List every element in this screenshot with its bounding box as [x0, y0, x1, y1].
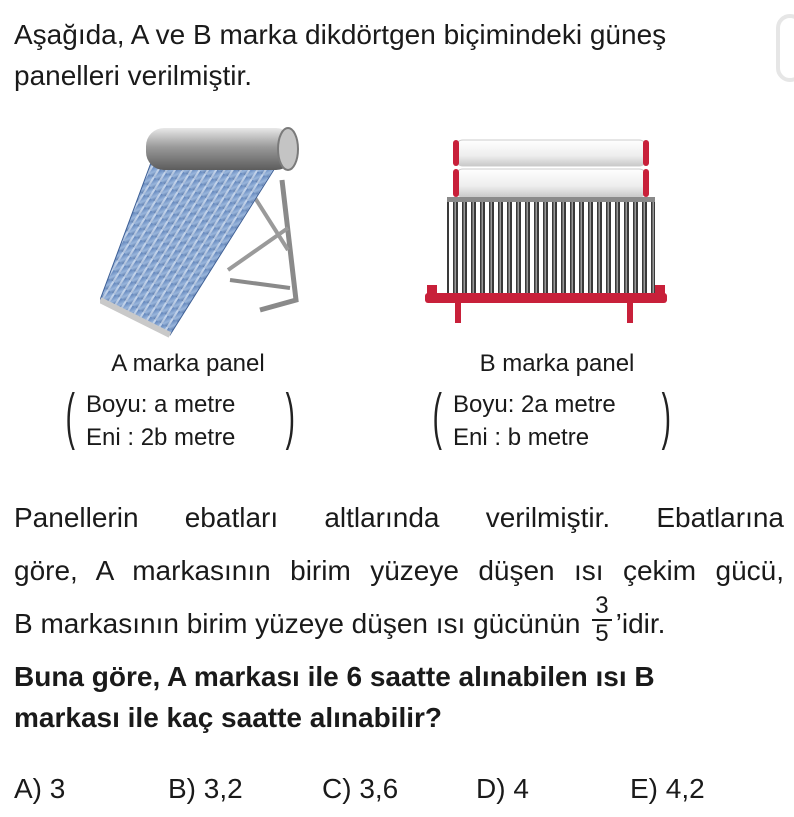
panel-a-image — [100, 120, 310, 345]
paragraph-line-3-suffix: ’idir. — [615, 608, 666, 639]
fraction-three-fifths — [592, 593, 611, 647]
panel-b-height: Boyu: 2a metre — [453, 391, 616, 418]
panel-b-left-paren: ( — [432, 382, 442, 451]
question-text — [14, 656, 784, 738]
intro-text — [14, 14, 784, 96]
panel-a-right-paren: ) — [285, 382, 295, 451]
choice-a[interactable]: A) 3 — [14, 773, 66, 804]
fraction-numerator: 3 — [592, 593, 611, 621]
panel-b-width: Eni : b metre — [453, 424, 590, 451]
question-line-1: Buna göre, A markası ile 6 saatte alınabilen ısı B — [14, 661, 655, 692]
paragraph-line-2: göre, A markasının birim yüzeye düşen ısı çekim gücü, — [14, 555, 784, 586]
choice-d[interactable]: D) 4 — [476, 773, 529, 804]
intro-line-1: Aşağıda, A ve B marka dikdörtgen biçimindeki güneş — [14, 19, 667, 50]
paragraph-line-3-text: B markasının birim yüzeye düşen ısı gücünün — [14, 608, 581, 639]
choice-c[interactable]: C) 3,6 — [322, 773, 399, 804]
problem-paragraph — [14, 491, 784, 653]
intro-line-2: panelleri verilmiştir. — [14, 60, 253, 91]
fraction-denominator: 5 — [595, 619, 609, 647]
question-line-2: markası ile kaç saatte alınabilir? — [14, 702, 443, 733]
panel-a-caption: A marka panel — [111, 350, 265, 377]
panel-b-caption: B marka panel — [479, 350, 635, 377]
choice-b[interactable]: B) 3,2 — [168, 773, 243, 804]
panel-a-specs — [86, 388, 235, 454]
panel-a-width: Eni : 2b metre — [86, 424, 236, 451]
panel-a-left-paren: ( — [65, 382, 75, 451]
panel-b-specs — [453, 388, 616, 454]
panel-b-image — [425, 135, 675, 330]
panel-b-right-paren: ) — [661, 382, 671, 451]
paragraph-line-1: Panellerin ebatları altlarında verilmiştir. Ebatlarına — [14, 502, 784, 533]
panel-a-height: Boyu: a metre — [86, 391, 236, 418]
paragraph-line-3 — [14, 591, 784, 653]
choice-e[interactable]: E) 4,2 — [630, 773, 705, 804]
